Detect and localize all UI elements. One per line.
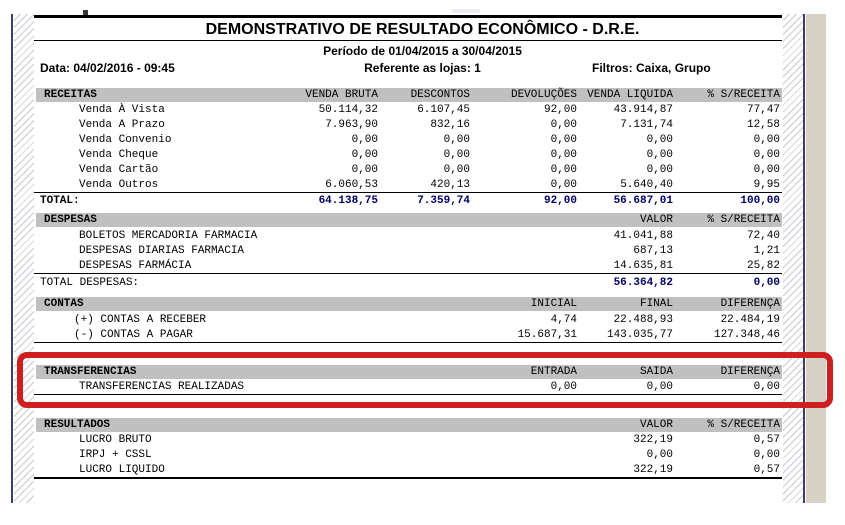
column-header: DESCONTOS (410, 89, 470, 101)
cell-venda-bruta: 0,00 (351, 164, 378, 176)
cell-final: 143.035,77 (606, 329, 673, 341)
total-descontos: 7.359,74 (417, 195, 470, 207)
cell-venda-bruta: 0,00 (351, 134, 378, 146)
section-title: TRANSFERENCIAS (44, 366, 137, 378)
divider (34, 342, 782, 343)
total-row-receitas (34, 194, 782, 208)
cell-percent-receita: 0,57 (753, 434, 780, 446)
cell-percent-receita: 1,21 (753, 245, 780, 257)
report-bottom-border (34, 477, 782, 479)
cell-diferenca: 0,00 (753, 381, 780, 393)
row-label: Venda Outros (79, 179, 159, 191)
cell-percent-receita: 0,57 (753, 464, 780, 476)
highlight-annotation-box (17, 352, 833, 408)
cell-diferenca: 22.484,19 (720, 314, 780, 326)
cell-descontos: 832,16 (430, 119, 470, 131)
cell-descontos: 0,00 (443, 164, 470, 176)
page-title: DEMONSTRATIVO DE RESULTADO ECONÔMICO - D.R.E. (205, 21, 640, 38)
cell-devolucoes: 0,00 (550, 119, 577, 131)
section-header-receitas (36, 88, 782, 102)
cell-valor: 0,00 (646, 449, 673, 461)
cell-percent-receita: 9,95 (753, 179, 780, 191)
row-label: LUCRO BRUTO (79, 434, 152, 446)
cell-venda-bruta: 50.114,32 (318, 104, 378, 116)
cell-venda-liquida: 0,00 (646, 134, 673, 146)
total-label: TOTAL: (40, 195, 80, 207)
total-valor: 56.364,82 (613, 277, 673, 289)
table-row (34, 103, 782, 117)
cell-venda-liquida: 5.640,40 (620, 179, 673, 191)
column-header: VENDA LIQUIDA (587, 89, 673, 101)
cell-diferenca: 127.348,46 (713, 329, 780, 341)
cell-devolucoes: 0,00 (550, 179, 577, 191)
cell-percent-receita: 72,40 (746, 230, 780, 242)
total-label: TOTAL DESPESAS: (40, 277, 140, 289)
table-row (34, 229, 782, 243)
total-row-despesas (34, 276, 782, 290)
section-title: DESPESAS (44, 214, 97, 226)
cell-saida: 0,00 (646, 381, 673, 393)
toolbar-remnant-smudge (452, 9, 480, 13)
cell-percent-receita: 12,58 (746, 119, 780, 131)
cell-venda-bruta: 6.060,53 (325, 179, 378, 191)
cell-venda-bruta: 7.963,90 (325, 119, 378, 131)
row-label: IRPJ + CSSL (79, 449, 152, 461)
column-header: INICIAL (530, 298, 577, 310)
cell-percent-receita: 0,00 (753, 134, 780, 146)
cell-venda-liquida: 7.131,74 (620, 119, 673, 131)
cell-descontos: 0,00 (443, 149, 470, 161)
row-label: Venda Convenio (79, 134, 172, 146)
cell-devolucoes: 0,00 (550, 164, 577, 176)
column-header: ENTRADA (530, 366, 577, 378)
section-header-resultados (36, 418, 782, 432)
row-label: BOLETOS MERCADORIA FARMACIA (79, 230, 258, 242)
row-label: (-) CONTAS A PAGAR (74, 329, 193, 341)
row-label: Venda Cheque (79, 149, 159, 161)
row-label: DESPESAS DIARIAS FARMACIA (79, 245, 245, 257)
cell-final: 22.488,93 (613, 314, 673, 326)
cell-devolucoes: 0,00 (550, 134, 577, 146)
divider (34, 273, 782, 274)
cell-descontos: 420,13 (430, 179, 470, 191)
row-label: Venda A Prazo (79, 119, 165, 131)
column-header: % S/RECEITA (707, 89, 780, 101)
cell-venda-liquida: 43.914,87 (613, 104, 673, 116)
section-title: RESULTADOS (44, 419, 111, 431)
table-row (34, 163, 782, 177)
row-label: Venda À Vista (79, 104, 165, 116)
column-header: % S/RECEITA (707, 419, 780, 431)
table-row (34, 448, 782, 462)
cell-valor: 322,19 (633, 464, 673, 476)
table-row (34, 433, 782, 447)
total-venda-liquida: 56.687,01 (613, 195, 673, 207)
row-label: DESPESAS FARMÁCIA (79, 260, 192, 272)
section-header-contas (36, 297, 782, 311)
stores-label: Referente as lojas: 1 (364, 61, 481, 75)
table-row (34, 328, 782, 342)
section-title: RECEITAS (44, 89, 97, 101)
cell-percent-receita: 0,00 (753, 449, 780, 461)
page-border-left (11, 14, 13, 503)
cell-entrada: 0,00 (550, 381, 577, 393)
row-label: Venda Cartão (79, 164, 159, 176)
divider (34, 40, 782, 41)
cell-inicial: 15.687,31 (517, 329, 577, 341)
column-header: DIFERENÇA (720, 366, 780, 378)
table-row (34, 244, 782, 258)
total-venda-bruta: 64.138,75 (318, 195, 378, 207)
column-header: DEVOLUÇÕES (510, 89, 577, 101)
total-devolucoes: 92,00 (543, 195, 577, 207)
column-header: DIFERENÇA (720, 298, 780, 310)
table-row (34, 259, 782, 273)
cell-percent-receita: 0,00 (753, 164, 780, 176)
cell-valor: 41.041,88 (613, 230, 673, 242)
cell-inicial: 4,74 (550, 314, 577, 326)
vertical-scrollbar[interactable] (806, 14, 826, 503)
page-margin-hatch-right (783, 14, 803, 503)
date-label: Data: 04/02/2016 - 09:45 (40, 61, 175, 75)
column-header: VENDA BRUTA (305, 89, 378, 101)
row-label: TRANSFERENCIAS REALIZADAS (79, 381, 245, 393)
table-row (34, 148, 782, 162)
section-header-despesas (36, 213, 782, 227)
cell-percent-receita: 0,00 (753, 149, 780, 161)
column-header: FINAL (639, 298, 673, 310)
cell-valor: 14.635,81 (613, 260, 673, 272)
period-label: Período de 01/04/2015 a 30/04/2015 (323, 44, 522, 58)
page-border-right (803, 14, 805, 503)
table-row (34, 313, 782, 327)
column-header: VALOR (639, 214, 673, 226)
row-label: (+) CONTAS A RECEBER (74, 314, 207, 326)
table-row (34, 463, 782, 477)
column-header: % S/RECEITA (707, 214, 780, 226)
cell-venda-liquida: 0,00 (646, 149, 673, 161)
cell-percent-receita: 25,82 (746, 260, 780, 272)
report-top-border (34, 15, 782, 18)
cell-valor: 322,19 (633, 434, 673, 446)
filters-label: Filtros: Caixa, Grupo (592, 61, 711, 75)
cell-valor: 687,13 (633, 245, 673, 257)
row-label: LUCRO LIQUIDO (79, 464, 165, 476)
table-row (34, 178, 782, 192)
page-margin-hatch-left (14, 14, 34, 503)
total-percent-receita: 100,00 (740, 195, 780, 207)
cell-descontos: 0,00 (443, 134, 470, 146)
cell-devolucoes: 0,00 (550, 149, 577, 161)
table-row (34, 133, 782, 147)
divider (34, 192, 782, 193)
column-header: SAIDA (639, 366, 673, 378)
cell-percent-receita: 77,47 (746, 104, 780, 116)
section-title: CONTAS (44, 298, 84, 310)
table-row (34, 118, 782, 132)
cell-venda-bruta: 0,00 (351, 149, 378, 161)
cell-descontos: 6.107,45 (417, 104, 470, 116)
cell-devolucoes: 92,00 (543, 104, 577, 116)
cell-venda-liquida: 0,00 (646, 164, 673, 176)
total-percent-receita: 0,00 (753, 277, 780, 289)
column-header: VALOR (639, 419, 673, 431)
